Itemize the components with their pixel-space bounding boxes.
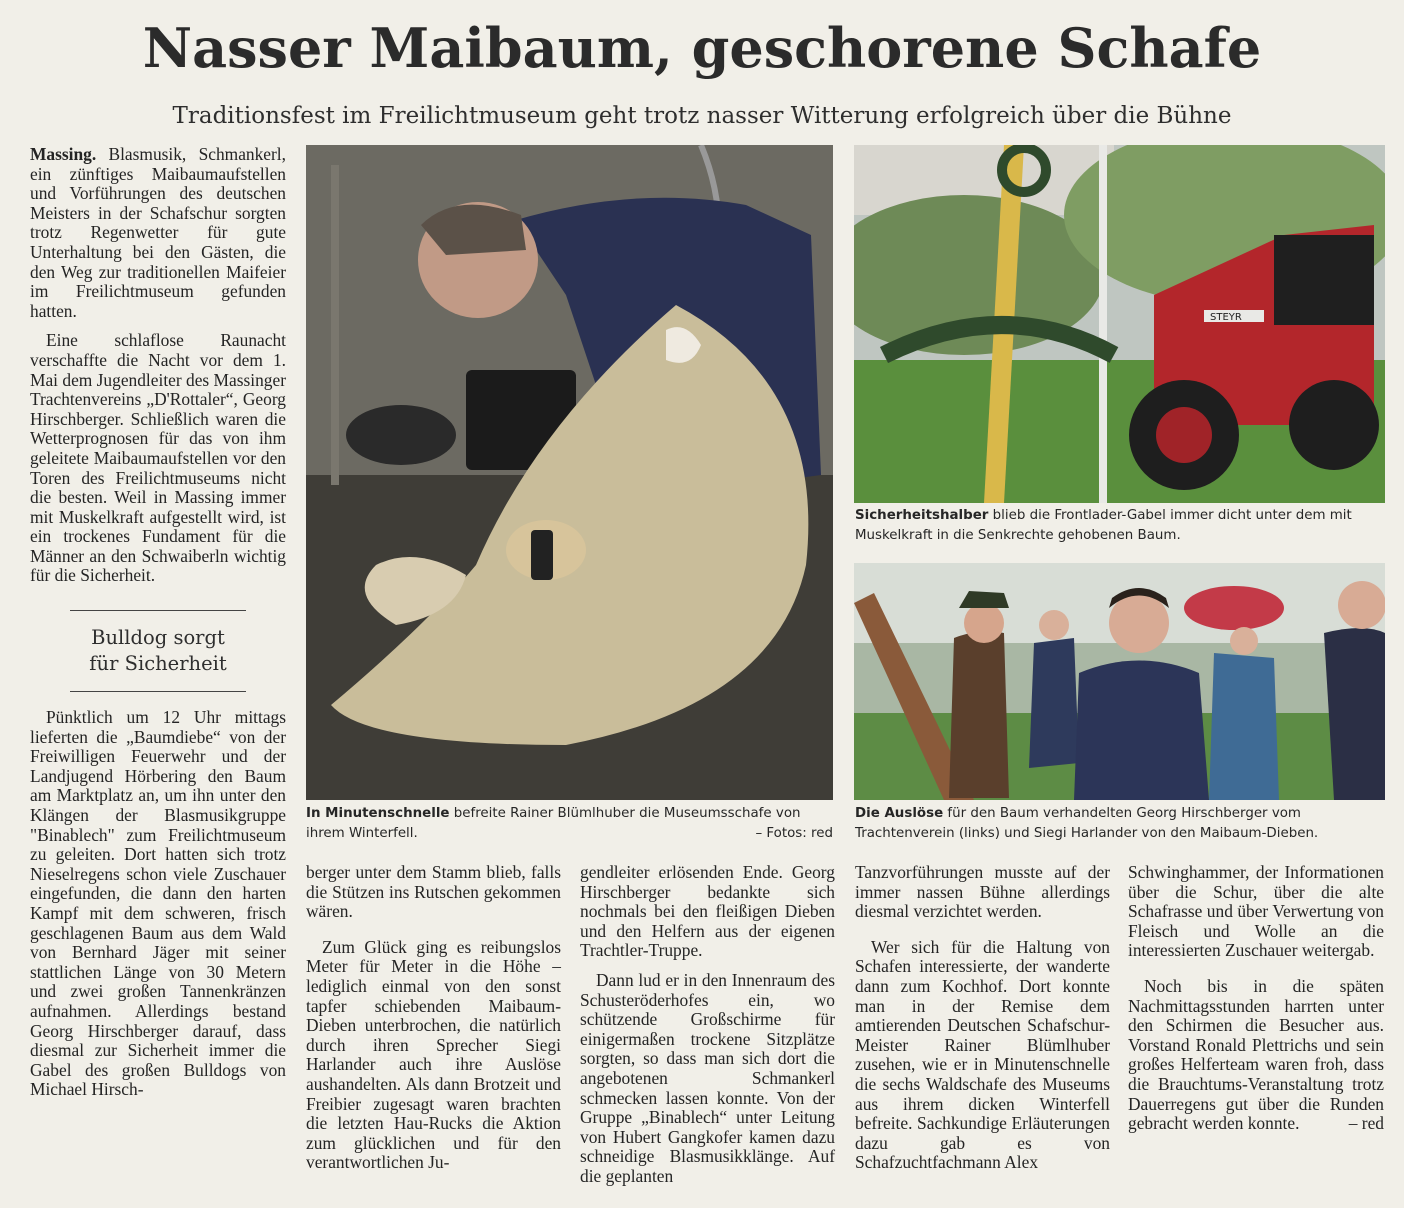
divider [70,610,246,611]
subheadline: Traditionsfest im Freilichtmuseum geht trotz nasser Witterung erfolgreich über die Bühne [172,103,1232,129]
photo-ransom-negotiation-image [854,563,1385,800]
paragraph: Schwinghammer, der Informationen über die Schur, über die alte Schafrasse und über Verwertung von Fleisch und Wolle an die interessierten Zuschauer weitergab. [1128,862,1384,961]
column-1 [30,145,286,1110]
paragraph-text: Blasmusik, Schmankerl, ein zünftiges Maibaumaufstellen und Vorführungen des deutschen Meisters in der Schafschur sorgten trotz Regenwetter für gute Unterhaltung bei den Gästen, die den Weg zur traditionellen Maifeier im Freilichtmuseum gefunden hatten. [30,144,286,321]
paragraph [1128,977,1384,1134]
paragraph: berger unter dem Stamm blieb, falls die Stützen ins Rutschen gekommen wären. [306,862,561,922]
section-subhead-line: für Sicherheit [89,652,227,676]
caption-text: blieb die Frontlader-Gabel immer dicht unter dem mit Muskelkraft in die Senkrechte gehobenen Baum. [855,508,1352,543]
caption-sheep-shearing [306,804,833,844]
paragraph: Eine schlaflose Raunacht verschaffte die Nacht vor dem 1. Mai dem Jugendleiter des Massinger Trachtenvereins „D'Rottaler“, Georg Hirschberger. Schließlich waren die Wetterprognosen für das von ihm geleitete Maibaumaufstellen vor den Toren des Freilichtmuseums nicht die besten. Weil in Massing immer mit Muskelkraft aufgestellt wird, ist ein trockenes Fundament für die Männer an den Schwaiberln wichtig für die Sicherheit. [30,330,286,586]
dateline: Massing. [30,144,97,164]
caption-lead: Die Auslöse [855,806,944,821]
photo-sheep-shearing-image [306,145,833,800]
column-3 [580,863,835,1197]
photo-ransom-negotiation [854,563,1385,800]
paragraph [30,145,286,321]
headline: Nasser Maibaum, geschorene Schafe [142,16,1262,80]
paragraph: Zum Glück ging es reibungslos Meter für Meter in die Höhe – lediglich einmal von den sonst tapfer schiebenden Maibaum-Dieben unterbrochen, die natürlich durch ihren Sprecher Siegi Harlander auch ihre Auslöse aushandelten. Als dann Brotzeit und Freibier zugesagt waren brachten die letzten Hau-Rucks die Aktion zum glücklichen und für den verantwortlichen Ju- [306,936,561,1173]
column-2 [306,863,561,1183]
caption-lead: In Minutenschnelle [306,806,450,821]
column-4 [855,863,1110,1183]
caption-ransom-negotiation [855,804,1386,844]
caption-lead: Sicherheitshalber [855,508,989,523]
paragraph: Dann lud er in den Innenraum des Schusteröderhofes ein, wo schützende Großschirme für einigermaßen trockene Sitzplätze sorgten, so dass man sich dort die angebotenen Schmankerl schmecken lassen konnte. Von der Gruppe „Binablech“ unter Leitung von Hubert Gangkofer kamen dazu schneidige Blasmusikklänge. Auf die geplanten [580,969,835,1186]
photo-credit: – Fotos: red [755,826,833,841]
caption-maypole-tractor [855,506,1386,546]
photo-maypole-tractor [854,145,1385,503]
photo-maypole-tractor-image [854,145,1385,503]
paragraph: Wer sich für die Haltung von Schafen interessierte, der wanderte dann zum Kochhof. Dort konnte man in der Remise dem amtierenden Deutschen Schafschur-Meister Rainer Blümlhuber zusehen, wie er in Minutenschnelle die sechs Waldschafe des Museums aus ihrem dicken Winterfell befreite. Sachkundige Erläuterungen dazu gab es von Schafzuchtfachmann Alex [855,936,1110,1173]
caption-text: befreite Rainer Blümlhuber die Museumsschafe von ihrem Winterfell. [306,806,801,841]
section-subhead-line: Bulldog sorgt [91,626,225,650]
caption-text: für den Baum verhandelten Georg Hirschberger vom Trachtenverein (links) und Siegi Harlander von den Maibaum-Dieben. [855,806,1319,841]
column-5 [1128,863,1384,1144]
paragraph: gendleiter erlösenden Ende. Georg Hirschberger bedankte sich nochmals bei den fleißigen Dieben und den Helfern aus der eigenen Trachtler-Truppe. [580,862,835,961]
tractor-brand-label: STEYR [1210,312,1242,323]
author-signoff: – red [1348,1113,1384,1134]
paragraph: Tanzvorführungen musste auf der immer nassen Bühne allerdings diesmal verzichtet werden. [855,862,1110,922]
paragraph-text: Noch bis in die späten Nachmittagsstunden harrten unter den Schirmen die Besucher aus. Vorstand Ronald Plettrichs und sein großes Helferteam waren froh, dass die Brauchtums-Veranstaltung trotz Dauerregens gut über die Runden gebracht werden konnte. [1128,975,1384,1134]
paragraph: Pünktlich um 12 Uhr mittags lieferten die „Baumdiebe“ von der Freiwilligen Feuerwehr und der Landjugend Hörbering den Baum am Marktplatz an, um ihn unter den Klängen der Blasmusikgruppe "Binablech" zum Freilichtmuseum zu geleiten. Dort hatten sich trotz Nieselregens schon viele Zuschauer eingefunden, die dann den harten Kampf mit dem schweren, frisch geschlagenen Baum aus dem Wald von Bernhard Jäger mit seiner stattlichen Länge von 30 Metern und zwei großen Tannenkränzen aufnahmen. Allerdings bestand Georg Hirschberger darauf, dass diesmal zur Sicherheit immer die Gabel des großen Bulldogs von Michael Hirsch- [30,707,286,1100]
photo-sheep-shearing [306,145,833,800]
section-subhead [30,625,286,677]
